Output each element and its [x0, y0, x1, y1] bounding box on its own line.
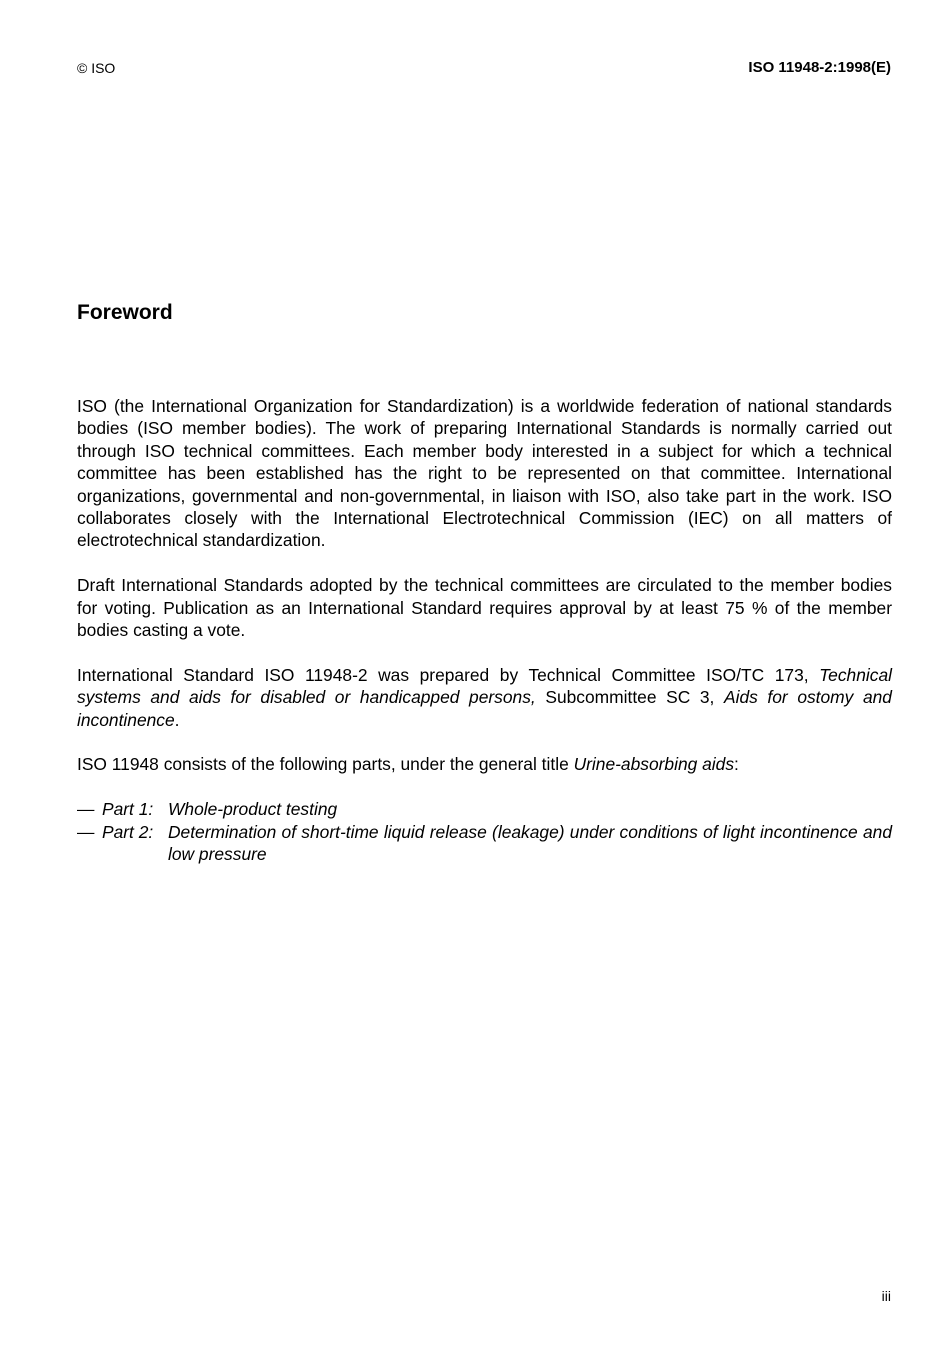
page-title: Foreword — [77, 301, 173, 324]
general-title: Urine-absorbing aids — [573, 754, 735, 775]
paragraph-draft-standards: Draft International Standards adopted by the technical committees are circulated to the member bodies for voting. Publication as an International Standard requires approval by at least 75 % of the member bodies casting a vote. — [77, 575, 892, 641]
part-label: Part 1: — [102, 799, 154, 820]
part-description: Determination of short-time liquid release (leakage) under conditions of light incontinence and low pressure — [168, 821, 892, 865]
paragraph-parts-intro — [77, 753, 892, 775]
list-dash: — — [77, 821, 95, 842]
list-item — [77, 821, 892, 866]
page-number: iii — [881, 1288, 891, 1304]
committee-title: Technical systems and aids for disabled or handicapped persons, — [77, 664, 892, 708]
list-item — [77, 798, 892, 820]
parts-intro-text-1: ISO 11948 consists of the following parts, under the general title — [77, 754, 574, 775]
document-id-header: ISO 11948-2:1998(E) — [748, 59, 891, 76]
paragraph-iso-federation: ISO (the International Organization for Standardization) is a worldwide federation of national standards bodies (ISO member bodies). The work of preparing International Standards is normally carried out through ISO technical committees. Each member body interested in a subject for which a technical committee has been established has the right to be represented on that committee. International organizations, governmental and non-governmental, in liaison with ISO, also take part in the work. ISO collaborates closely with the International Electrotechnical Commission (IEC) on all matters of electrotechnical standardization. — [77, 396, 892, 551]
prepared-by-text-3: . — [174, 709, 180, 730]
copyright-header: © ISO — [77, 60, 116, 76]
parts-intro-text-2: : — [734, 754, 739, 775]
subcommittee-title: Aids for ostomy and incontinence — [77, 687, 892, 730]
list-dash: — — [77, 799, 95, 820]
parts-list — [77, 798, 892, 865]
prepared-by-text-1: International Standard ISO 11948-2 was prepared by Technical Committee ISO/TC 173, — [77, 664, 820, 685]
prepared-by-text-2: Subcommittee SC 3, — [535, 687, 724, 708]
part-label: Part 2: — [102, 821, 154, 842]
part-description: Whole-product testing — [168, 799, 338, 820]
foreword-body — [77, 395, 892, 865]
paragraph-prepared-by — [77, 664, 892, 731]
